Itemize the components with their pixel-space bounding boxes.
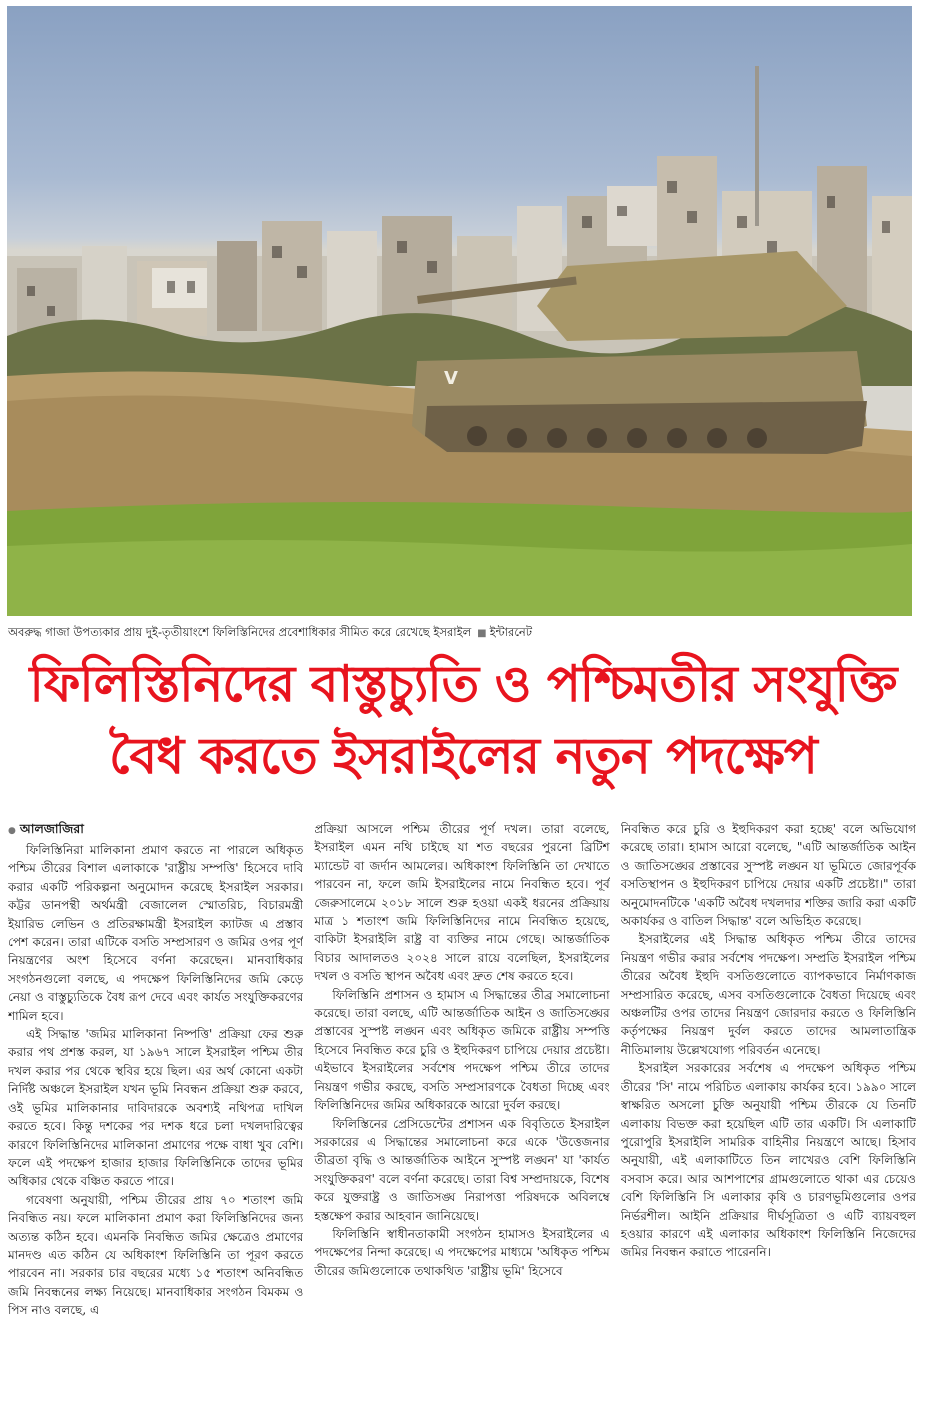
paragraph: ফিলিস্তিনিরা মালিকানা প্রমাণ করতে না পারলে অধিকৃত পশ্চিম তীরের বিশাল এলাকাকে 'রাষ্ট্রীয় সম্পত্তি' হিসেবে দাবি করার একটি পরিকল্পনা অনুমোদন করেছে ইসরাইল সরকার। কট্টর ডানপন্থী অর্থমন্ত্রী বেজালেল স্মোতরিচ, বিচারমন্ত্রী ইয়ারিভ লেভিন ও প্রতিরক্ষামন্ত্রী ইসরাইল ক্যাটজ এ প্রস্তাব পেশ করেন। তারা এটিকে বসতি সম্প্রসারণ ও জমির ওপর পূর্ণ নিয়ন্ত্রণের অংশ হিসেবে বর্ণনা করেছেন। মানবাধিকার সংগঠনগুলো বলছে, এ পদক্ষেপ ফিলিস্তিনিদের জমি কেড়ে নেয়া ও বাস্তুচ্যুতিকে বৈধ রূপ দেবে এবং কার্যত সংযুক্তিকরণের শামিল হবে।	[8, 843, 304, 1023]
news-photo	[7, 6, 912, 616]
article-column-2	[314, 820, 609, 1398]
source-name: আলজাজিরা	[19, 821, 84, 836]
caption-text: অবরুদ্ধ গাজা উপত্যকার প্রায় দুই-তৃতীয়াংশে ফিলিস্তিনিদের প্রবেশাধিকার সীমিত করে রেখেছে ইসরাইল	[8, 625, 472, 639]
tank-scene-illustration	[7, 6, 912, 616]
paragraph: গবেষণা অনুযায়ী, পশ্চিম তীরের প্রায় ৭০ শতাংশ জমি নিবন্ধিত নয়। ফলে মালিকানা প্রমাণ করা ফিলিস্তিনিদের জন্য অত্যন্ত কঠিন হবে। এমনকি নিবন্ধিত জমির ক্ষেত্রেও প্রমাণের মানদণ্ড এত কঠিন যে অধিকাংশ ফিলিস্তিনি তা পূরণ করতে পারবেন না। সরকার চার বছরের মধ্যে ১৫ শতাংশ অনিবন্ধিত জমি নিবন্ধনের লক্ষ্য নিয়েছে। মানবাধিকার সংগঠন বিমকম ও পিস নাও বলছে, এ	[8, 1192, 304, 1318]
bullet-icon: ●	[8, 826, 16, 836]
headline	[0, 648, 926, 792]
headline-line-1: ফিলিস্তিনিদের বাস্তুচ্যুতি ও পশ্চিমতীর সংযুক্তি	[29, 655, 897, 713]
news-source	[8, 820, 303, 840]
article-body	[8, 820, 916, 1398]
headline-line-2: বৈধ করতে ইসরাইলের নতুন পদক্ষেপ	[109, 727, 817, 785]
credit-square-icon: ■	[477, 628, 487, 639]
article-column-1	[8, 820, 303, 1398]
paragraph: প্রক্রিয়া আসলে পশ্চিম তীরের পূর্ণ দখল। তারা বলেছে, ইসরাইল এমন নথি চাইছে যা শত বছরের পুরনো ব্রিটিশ ম্যান্ডেট বা জর্দান আমলের। অধিকাংশ ফিলিস্তিনি তা দেখাতে পারবেন না, ফলে জমি ইসরাইলের নামে নিবন্ধিত হবে। পূর্ব জেরুসালেমে ২০১৮ সালে শুরু হওয়া একই ধরনের প্রক্রিয়ায় মাত্র ১ শতাংশ জমি ফিলিস্তিনিদের নামে নিবন্ধিত হয়েছে, বাকিটা ইসরাইলি রাষ্ট্র বা ব্যক্তির নামে গেছে। আন্তর্জাতিক বিচার আদালতও ২০২৪ সালে রায়ে বলেছিল, ইসরাইলের দখল ও বসতি স্থাপন অবৈধ এবং দ্রুত শেষ করতে হবে।	[314, 822, 610, 984]
paragraph: ফিলিস্তিনি প্রশাসন ও হামাস এ সিদ্ধান্তের তীব্র সমালোচনা করেছে। তারা বলছে, এটি আন্তর্জাতিক আইন ও জাতিসঙ্ঘের প্রস্তাবের সুস্পষ্ট লঙ্ঘন এবং অধিকৃত জমিকে রাষ্ট্রীয় সম্পত্তি হিসেবে নিবন্ধিত করে চুরি ও ইহুদিকরণ চাপিয়ে দেয়ার প্রচেষ্টা। এইভাবে ইসরাইলের সর্বশেষ পদক্ষেপ পশ্চিম তীরে তাদের নিয়ন্ত্রণ গভীর করছে, বসতি সম্প্রসারণকে বৈধতা দিচ্ছে এবং ফিলিস্তিনিদের জমির অধিকারকে আরো দুর্বল করছে।	[314, 987, 610, 1113]
paragraph: এই সিদ্ধান্ত 'জমির মালিকানা নিষ্পত্তি' প্রক্রিয়া ফের শুরু করার পথ প্রশস্ত করল, যা ১৯৬৭ সালে ইসরাইল পশ্চিম তীর দখল করার পর থেকে স্থবির হয়ে ছিল। এর অর্থ কোনো একটা নির্দিষ্ট অঞ্চলে ইসরাইল যখন ভূমি নিবন্ধন প্রক্রিয়া শুরু করবে, ওই ভূমির মালিকানার দাবিদারকে অবশ্যই নথিপত্র দাখিল করতে হবে। কিন্তু দশকের পর দশক ধরে চলা দখলদারিত্বের কারণে ফিলিস্তিনিদের মালিকানা প্রমাণের পক্ষে বাধা খুব বেশি। ফলে এই পদক্ষেপ হাজার হাজার ফিলিস্তিনিকে তাদের ভূমির অধিকার থেকে বঞ্চিত করতে পারে।	[8, 1027, 304, 1189]
article-column-3	[621, 820, 916, 1398]
photo-caption	[8, 621, 913, 643]
paragraph: নিবন্ধিত করে চুরি ও ইহুদিকরণ করা হচ্ছে' বলে অভিযোগ করেছে তারা। হামাস আরো বলেছে, "এটি আন্তর্জাতিক আইন ও জাতিসঙ্ঘের প্রস্তাবের সুস্পষ্ট লঙ্ঘন যা ভূমিতে জোরপূর্বক বসতিস্থাপন ও ইহুদিকরণ চাপিয়ে দেয়ার একটি প্রচেষ্টা।" তারা অনুমোদনটিকে 'একটি অবৈধ দখলদার শক্তির জারি করা একটি অকার্যকর ও বাতিল সিদ্ধান্ত' বলে অভিহিত করেছে।	[620, 822, 916, 929]
paragraph: ফিলিস্তিনের প্রেসিডেন্টের প্রশাসন এক বিবৃতিতে ইসরাইল সরকারের এ সিদ্ধান্তের সমালোচনা করে একে 'উত্তেজনার তীব্রতা বৃদ্ধি ও আন্তর্জাতিক আইনে সুস্পষ্ট লঙ্ঘন' যা 'কার্যত সংযুক্তিকরণ' বলে বর্ণনা করেছে। তারা বিশ্ব সম্প্রদায়কে, বিশেষ করে যুক্তরাষ্ট্র ও জাতিসঙ্ঘ নিরাপত্তা পরিষদকে অবিলম্বে হস্তক্ষেপ করার আহবান জানিয়েছে।	[314, 1116, 610, 1223]
tank-marking: V	[444, 368, 458, 389]
paragraph: ইসরাইলের এই সিদ্ধান্ত অধিকৃত পশ্চিম তীরে তাদের নিয়ন্ত্রণ গভীর করার সর্বশেষ পদক্ষেপ। সম্প্রতি ইসরাইল পশ্চিম তীরের অবৈধ ইহুদি বসতিগুলোতে ব্যাপকভাবে নির্মাণকাজ সম্প্রসারিত করেছে, এসব বসতিগুলোকে বৈধতা দিয়েছে এবং অঞ্চলটির ওপর তাদের নিয়ন্ত্রণ জোরদার করতে ও ফিলিস্তিনি কর্তৃপক্ষের নিয়ন্ত্রণ দুর্বল করতে তাদের আমলাতান্ত্রিক নীতিমালায় উল্লেখযোগ্য পরিবর্তন এনেছে।	[620, 932, 916, 1057]
photo-credit: ইন্টারনেট	[489, 625, 533, 639]
paragraph: ইসরাইল সরকারের সর্বশেষ এ পদক্ষেপ অধিকৃত পশ্চিম তীরের 'সি' নামে পরিচিত এলাকায় কার্যকর হবে। ১৯৯০ সালে স্বাক্ষরিত অসলো চুক্তি অনুযায়ী পশ্চিম তীরকে যে তিনটি এলাকায় বিভক্ত করা হয়েছিল এটি তার একটি। সি এলাকাটি পুরোপুরি ইসরাইলি সামরিক বাহিনীর নিয়ন্ত্রণে আছে। হিসাব অনুযায়ী, এই এলাকাটিতে তিন লাখেরও বেশি ফিলিস্তিনি বসবাস করে। আর আশপাশের গ্রামগুলোতে থাকা এর চেয়েও বেশি ফিলিস্তিনি সি এলাকার কৃষি ও চারণভূমিগুলোর ওপর নির্ভরশীল। আইনি প্রক্রিয়ার দীর্ঘসূত্রিতা ও এটি ব্যায়বহুল হওয়ার কারণে এই এলাকার অধিকাংশ ফিলিস্তিনি নিজেদের জমির নিবন্ধন করাতে পারেননি।	[620, 1061, 916, 1260]
paragraph: ফিলিস্তিনি স্বাধীনতাকামী সংগঠন হামাসও ইসরাইলের এ পদক্ষেপের নিন্দা করেছে। এ পদক্ষেপের মাধ্যমে 'অধিকৃত পশ্চিম তীরের জমিগুলোকে তথাকথিত 'রাষ্ট্রীয় ভূমি' হিসেবে	[314, 1226, 610, 1278]
